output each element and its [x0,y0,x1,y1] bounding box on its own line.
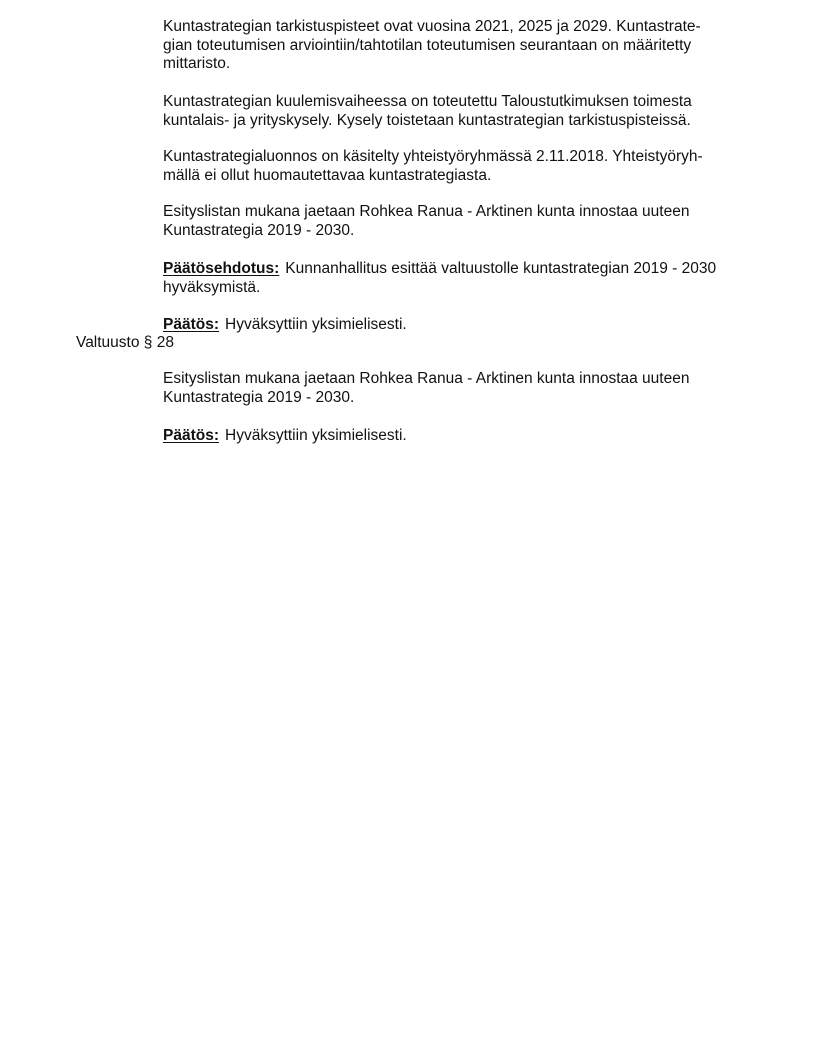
text-line: Esityslistan mukana jaetaan Rohkea Ranua - Arktinen kunta innostaa uuteen [163,370,690,387]
text-line: kuntalais- ja yrityskysely. Kysely toistetaan kuntastrategian tarkistuspisteissä. [163,111,691,129]
paragraph-yhteistyoryhma [163,148,753,185]
paatos-text: Hyväksyttiin yksimielisesti. [225,316,407,333]
text-line: Kuntastrategia 2019 - 2030. [163,388,355,406]
paragraph-paatosehdotus [163,260,753,297]
text-line: gian toteutumisen arviointiin/tahtotilan toteutumisen seurantaan on määritetty [163,36,692,54]
text-line: Kuntastrategia 2019 - 2030. [163,221,355,239]
paragraph-esityslista [163,203,753,240]
paragraph-paatos [163,316,753,335]
text-line: Esityslistan mukana jaetaan Rohkea Ranua - Arktinen kunta innostaa uuteen [163,203,690,220]
paatos-text: Hyväksyttiin yksimielisesti. [225,427,407,444]
paatos-heading: Päätös: [163,316,219,333]
text-line: hyväksymistä. [163,278,261,296]
paatosehdotus-text: Kunnanhallitus esittää valtuustolle kuntastrategian 2019 - 2030 [285,260,717,277]
paragraph-esityslista-valtuusto [163,370,753,407]
paragraph-paatos-valtuusto [163,427,753,446]
text-line: mällä ei ollut huomautettavaa kuntastrategiasta. [163,166,492,184]
text-line: mittaristo. [163,55,231,72]
paatosehdotus-heading: Päätösehdotus: [163,260,280,277]
text-line [163,260,753,279]
paragraph-kuulemisvaihe [163,93,753,130]
section-label-valtuusto: Valtuusto § 28 [76,334,174,351]
text-line: Kuntastrategian kuulemisvaiheessa on toteutettu Taloustutkimuksen toimesta [163,93,692,110]
text-line [163,316,753,335]
text-line [163,427,753,446]
paragraph-tarkistuspisteet [163,18,753,74]
text-line: Kuntastrategialuonnos on käsitelty yhteistyöryhmässä 2.11.2018. Yhteistyöryh- [163,148,703,165]
text-line: Kuntastrategian tarkistuspisteet ovat vuosina 2021, 2025 ja 2029. Kuntastrate- [163,18,701,35]
paatos-heading: Päätös: [163,427,219,444]
